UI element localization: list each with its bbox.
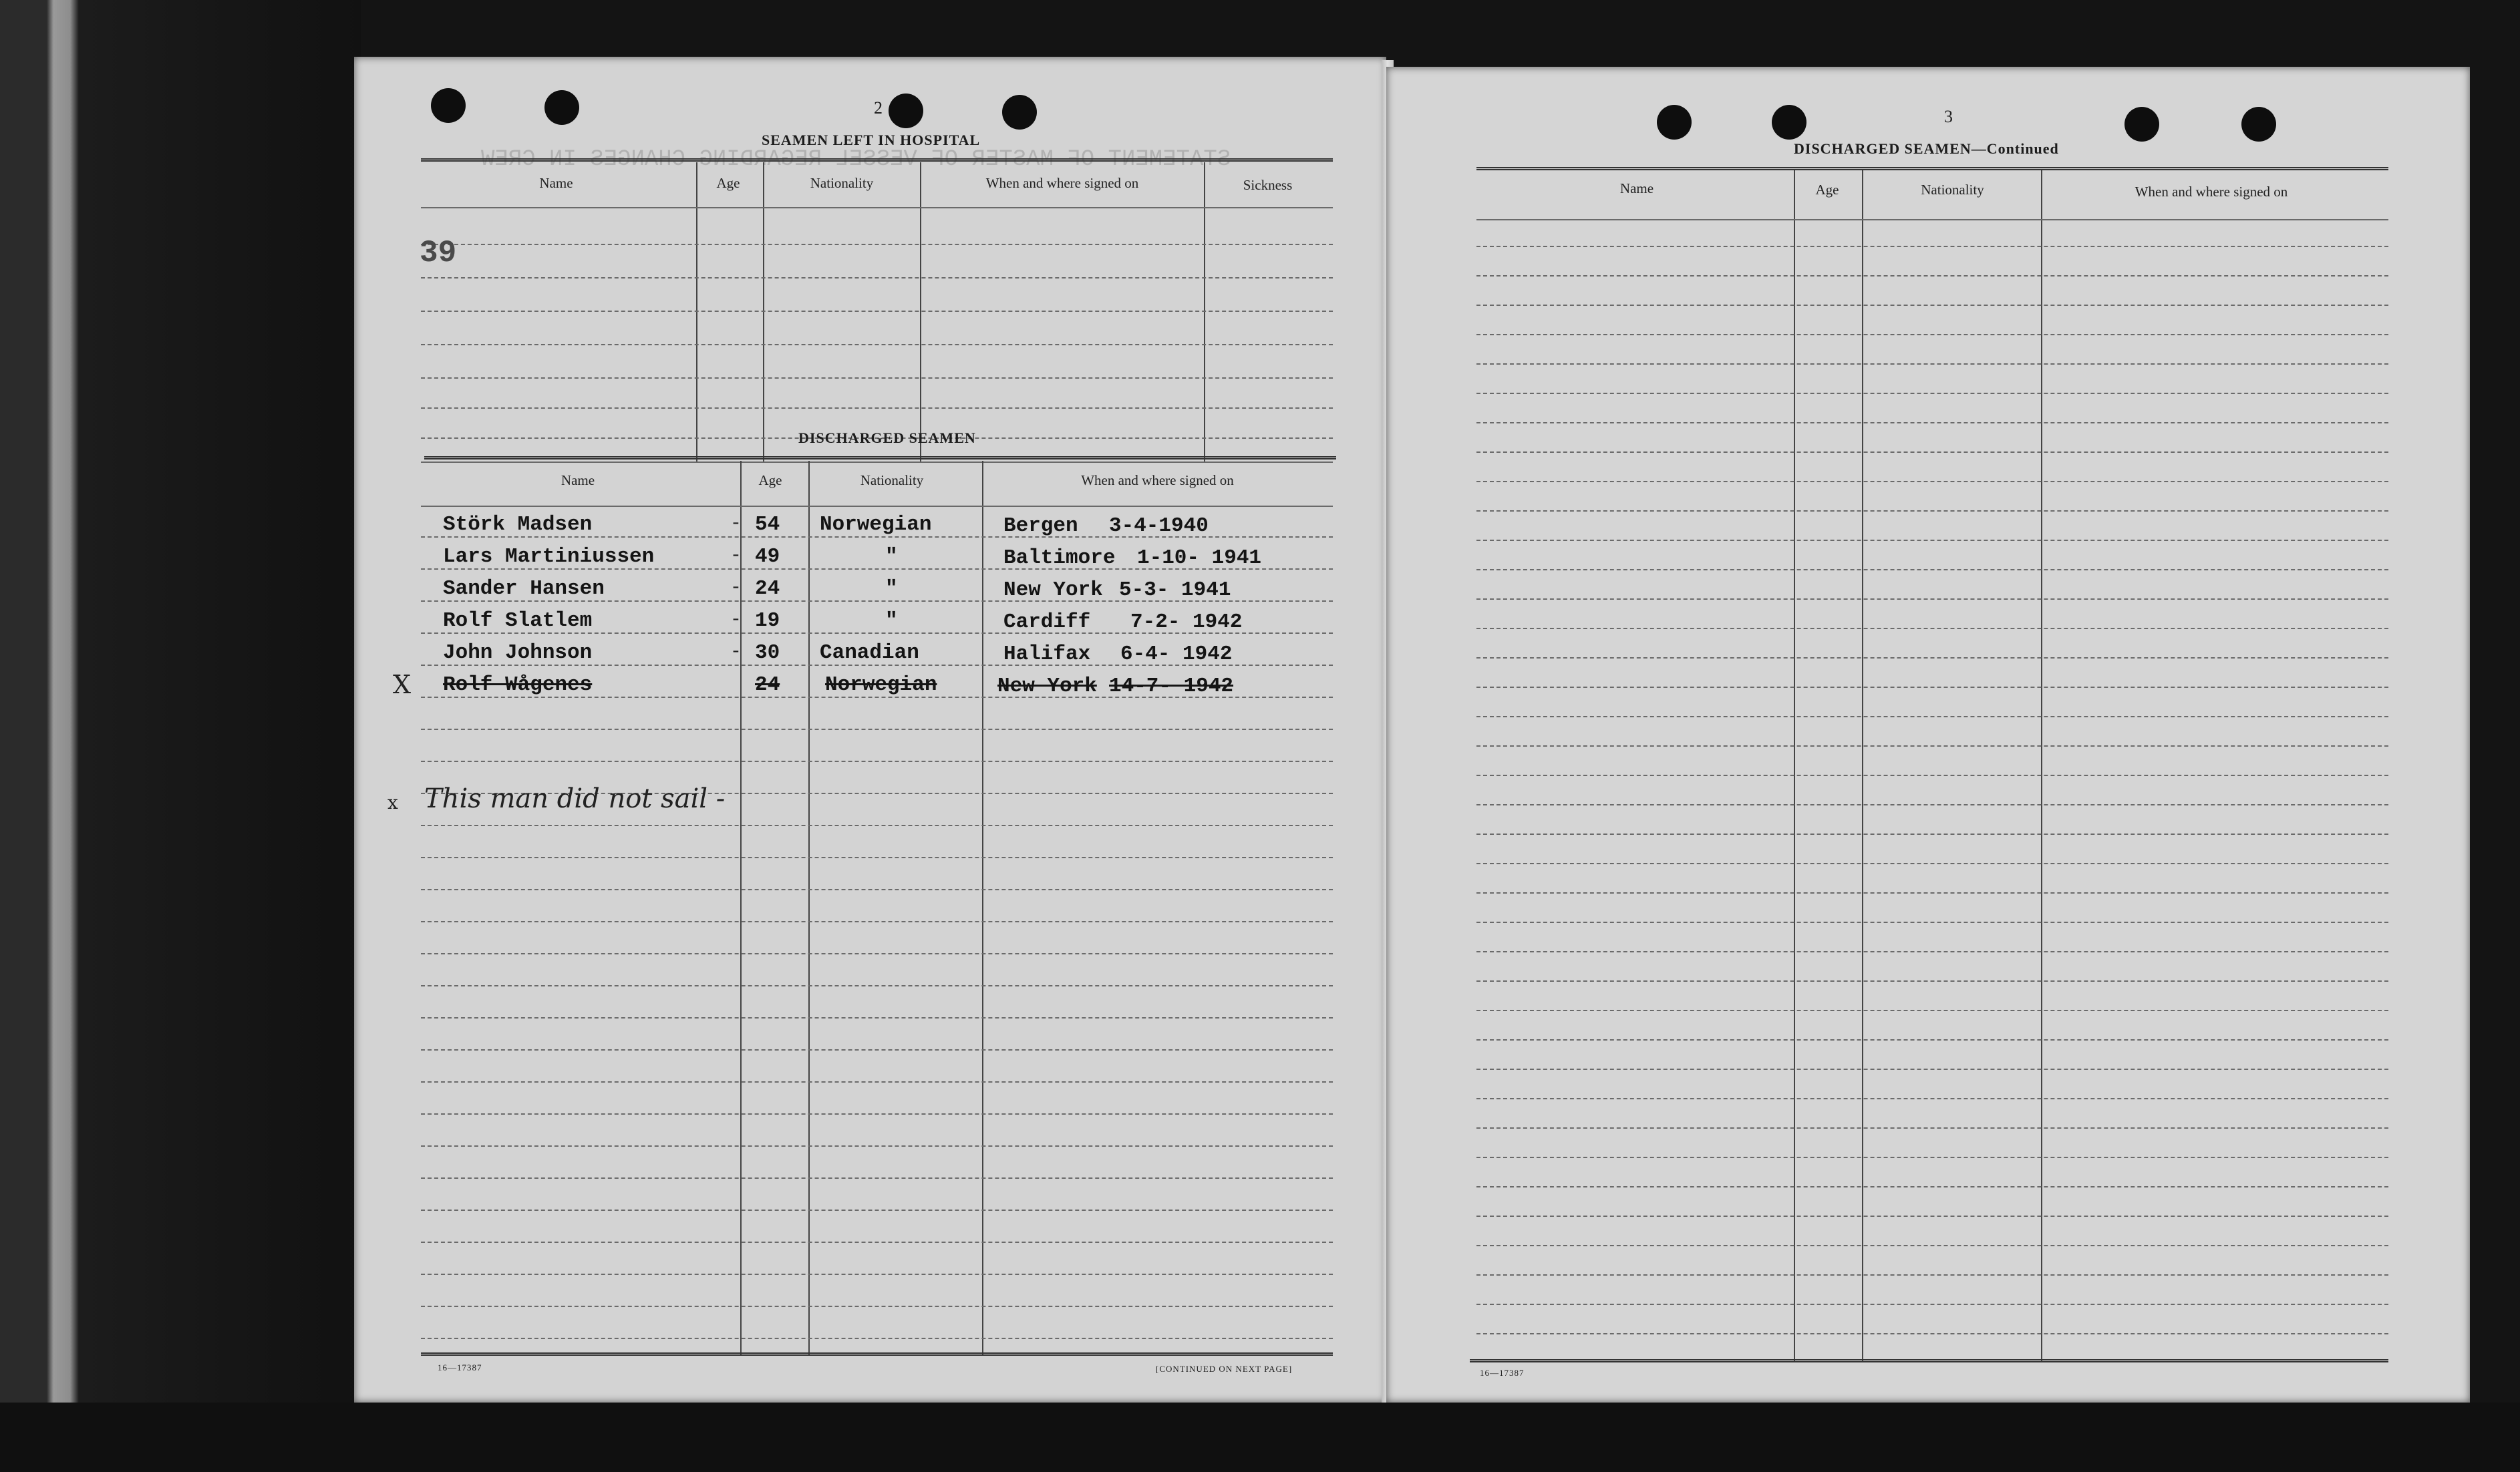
- table-rule: [421, 1306, 1333, 1307]
- column-header-signed-on: When and where signed on: [2135, 184, 2288, 200]
- table-rule: [421, 1017, 1333, 1019]
- seaman-name: Lars Martiniussen: [443, 545, 655, 568]
- film-border: [0, 1403, 2520, 1472]
- page-number: 2: [874, 98, 883, 118]
- column-header-name: Name: [561, 472, 595, 488]
- table-rule: [1476, 540, 2388, 541]
- table-rule: [1476, 892, 2388, 894]
- seaman-nationality: ": [885, 545, 898, 568]
- table-rule: [421, 1242, 1333, 1243]
- column-header-nationality: Nationality: [860, 472, 924, 488]
- check-tick: -: [730, 642, 742, 663]
- seaman-name: Sander Hansen: [443, 577, 605, 600]
- table-rule: [1476, 922, 2388, 923]
- table-rule: [1476, 1333, 2388, 1334]
- table-rule: [1476, 219, 2388, 220]
- signed-on-place: New York: [1003, 578, 1103, 602]
- discharged-section-title: DISCHARGED SEAMEN: [798, 429, 976, 446]
- table-rule: [421, 277, 1333, 279]
- note-x-mark: x: [387, 791, 398, 813]
- punch-hole: [1772, 105, 1806, 140]
- table-rule: [421, 1210, 1333, 1211]
- continued-note: [CONTINUED ON NEXT PAGE]: [1156, 1364, 1293, 1374]
- table-rule: [1476, 628, 2388, 629]
- punch-hole: [2124, 107, 2159, 142]
- punch-hole: [431, 88, 466, 123]
- punch-hole: [1002, 95, 1037, 130]
- table-rule: [1476, 951, 2388, 952]
- header-rule: [1476, 167, 2388, 170]
- check-tick: -: [730, 546, 742, 566]
- signed-on-date: 7-2- 1942: [1130, 610, 1243, 634]
- column-header-sickness: Sickness: [1243, 177, 1293, 193]
- seaman-nationality: Norwegian: [820, 513, 932, 536]
- table-rule: [1476, 1216, 2388, 1217]
- table-rule: [1476, 863, 2388, 864]
- signed-on-date: 3-4-1940: [1109, 514, 1209, 538]
- left-page: [354, 57, 1386, 1403]
- table-rule: [1476, 1304, 2388, 1305]
- table-rule: [1476, 1039, 2388, 1041]
- table-rule: [1476, 1127, 2388, 1129]
- table-rule: [1476, 481, 2388, 482]
- seaman-age: 54: [755, 513, 780, 536]
- column-divider: [808, 461, 810, 1356]
- table-rule: [1476, 363, 2388, 365]
- column-header-name: Name: [539, 175, 573, 191]
- signed-on-date: 1-10- 1941: [1137, 546, 1262, 570]
- right-page: [1386, 67, 2470, 1403]
- table-rule: [1476, 745, 2388, 747]
- handwritten-note: This man did not sail -: [424, 783, 726, 814]
- column-header-signed-on: When and where signed on: [985, 175, 1139, 191]
- table-rule: [1476, 1186, 2388, 1187]
- form-number: 16—17387: [1480, 1368, 1525, 1378]
- column-divider: [1862, 170, 1863, 1362]
- table-rule: [1476, 657, 2388, 659]
- footer-rule: [1470, 1359, 2388, 1362]
- table-rule: [1476, 275, 2388, 277]
- seaman-age: 30: [755, 641, 780, 665]
- seaman-name: Rolf Wågenes: [443, 673, 593, 697]
- table-rule: [421, 1338, 1333, 1339]
- table-rule: [1476, 422, 2388, 423]
- table-rule: [1476, 451, 2388, 453]
- signed-on-place: Halifax: [1003, 642, 1091, 666]
- table-rule: [1476, 334, 2388, 335]
- table-rule: [421, 1177, 1333, 1179]
- table-rule: [1476, 510, 2388, 512]
- page-number: 3: [1944, 107, 1953, 126]
- seaman-name: Störk Madsen: [443, 513, 593, 536]
- signed-on-place: Baltimore: [1003, 546, 1116, 570]
- table-rule: [421, 407, 1333, 409]
- table-rule: [421, 462, 1333, 463]
- table-rule: [421, 729, 1333, 730]
- seaman-age: 24: [755, 673, 780, 697]
- table-rule: [1476, 775, 2388, 776]
- table-rule: [1476, 393, 2388, 394]
- table-rule: [1476, 804, 2388, 805]
- check-tick: -: [730, 578, 742, 598]
- table-rule: [1476, 1245, 2388, 1246]
- table-rule: [421, 311, 1333, 312]
- seaman-name: John Johnson: [443, 641, 593, 665]
- header-rule: [421, 158, 1333, 162]
- check-tick: -: [730, 514, 742, 534]
- table-rule: [1476, 687, 2388, 688]
- table-rule: [421, 953, 1333, 954]
- table-rule: [1476, 246, 2388, 247]
- seaman-age: 49: [755, 545, 780, 568]
- table-rule: [421, 1113, 1333, 1115]
- table-rule: [1476, 598, 2388, 600]
- table-rule: [421, 377, 1333, 379]
- punch-hole: [544, 90, 579, 125]
- table-rule: [421, 761, 1333, 762]
- column-header-signed-on: When and where signed on: [1081, 472, 1234, 488]
- column-divider: [2041, 170, 2042, 1362]
- punch-hole: [2241, 107, 2276, 142]
- table-rule: [421, 244, 1333, 245]
- bleed-through-text: STATEMENT OF MASTER OF VESSEL REGARDING CHANGES IN CREW: [481, 147, 1231, 172]
- signed-on-date: 6-4- 1942: [1120, 642, 1233, 666]
- form-number: 16—17387: [438, 1362, 482, 1372]
- stamp-number: 39: [420, 236, 457, 270]
- row-x-mark: X: [393, 670, 412, 699]
- column-header-age: Age: [1815, 182, 1839, 198]
- table-rule: [1476, 834, 2388, 835]
- table-rule: [1476, 1274, 2388, 1276]
- header-rule: [424, 456, 1336, 459]
- signed-on-place: Cardiff: [1003, 610, 1091, 634]
- table-rule: [1476, 305, 2388, 306]
- punch-hole: [889, 94, 923, 128]
- table-rule: [1476, 716, 2388, 717]
- table-rule: [1476, 1010, 2388, 1011]
- table-rule: [421, 506, 1333, 507]
- table-rule: [421, 1049, 1333, 1051]
- column-divider: [982, 461, 983, 1356]
- table-rule: [421, 857, 1333, 858]
- film-edge: [0, 0, 361, 1472]
- footer-rule: [421, 1352, 1333, 1356]
- table-rule: [1476, 980, 2388, 982]
- table-rule: [421, 1274, 1333, 1275]
- seaman-nationality: ": [885, 577, 898, 600]
- table-rule: [421, 1081, 1333, 1083]
- signed-on-place: New York: [997, 675, 1097, 698]
- column-header-name: Name: [1619, 180, 1654, 196]
- seaman-age: 19: [755, 609, 780, 632]
- table-rule: [421, 889, 1333, 890]
- table-rule: [1476, 1069, 2388, 1070]
- seaman-nationality: Canadian: [820, 641, 919, 665]
- signed-on-date: 5-3- 1941: [1119, 578, 1231, 602]
- continued-section-title: DISCHARGED SEAMEN—Continued: [1794, 140, 2059, 157]
- seaman-nationality: Norwegian: [825, 673, 937, 697]
- signed-on-date: 14-7- 1942: [1109, 675, 1234, 698]
- seaman-nationality: ": [885, 609, 898, 632]
- table-rule: [1476, 1157, 2388, 1158]
- table-rule: [421, 1145, 1333, 1147]
- table-rule: [1476, 569, 2388, 570]
- column-header-nationality: Nationality: [810, 175, 874, 191]
- table-rule: [421, 344, 1333, 345]
- hospital-section-title: SEAMEN LEFT IN HOSPITAL: [762, 132, 981, 148]
- table-rule: [421, 207, 1333, 208]
- column-header-age: Age: [758, 472, 782, 488]
- signed-on-place: Bergen: [1003, 514, 1078, 538]
- column-header-nationality: Nationality: [1921, 182, 1984, 198]
- check-tick: -: [730, 610, 742, 630]
- table-rule: [421, 825, 1333, 826]
- column-divider: [1794, 170, 1795, 1362]
- seaman-name: Rolf Slatlem: [443, 609, 593, 632]
- column-header-age: Age: [716, 175, 740, 191]
- table-rule: [421, 985, 1333, 986]
- table-rule: [1476, 1098, 2388, 1099]
- table-rule: [421, 921, 1333, 922]
- punch-hole: [1657, 105, 1692, 140]
- seaman-age: 24: [755, 577, 780, 600]
